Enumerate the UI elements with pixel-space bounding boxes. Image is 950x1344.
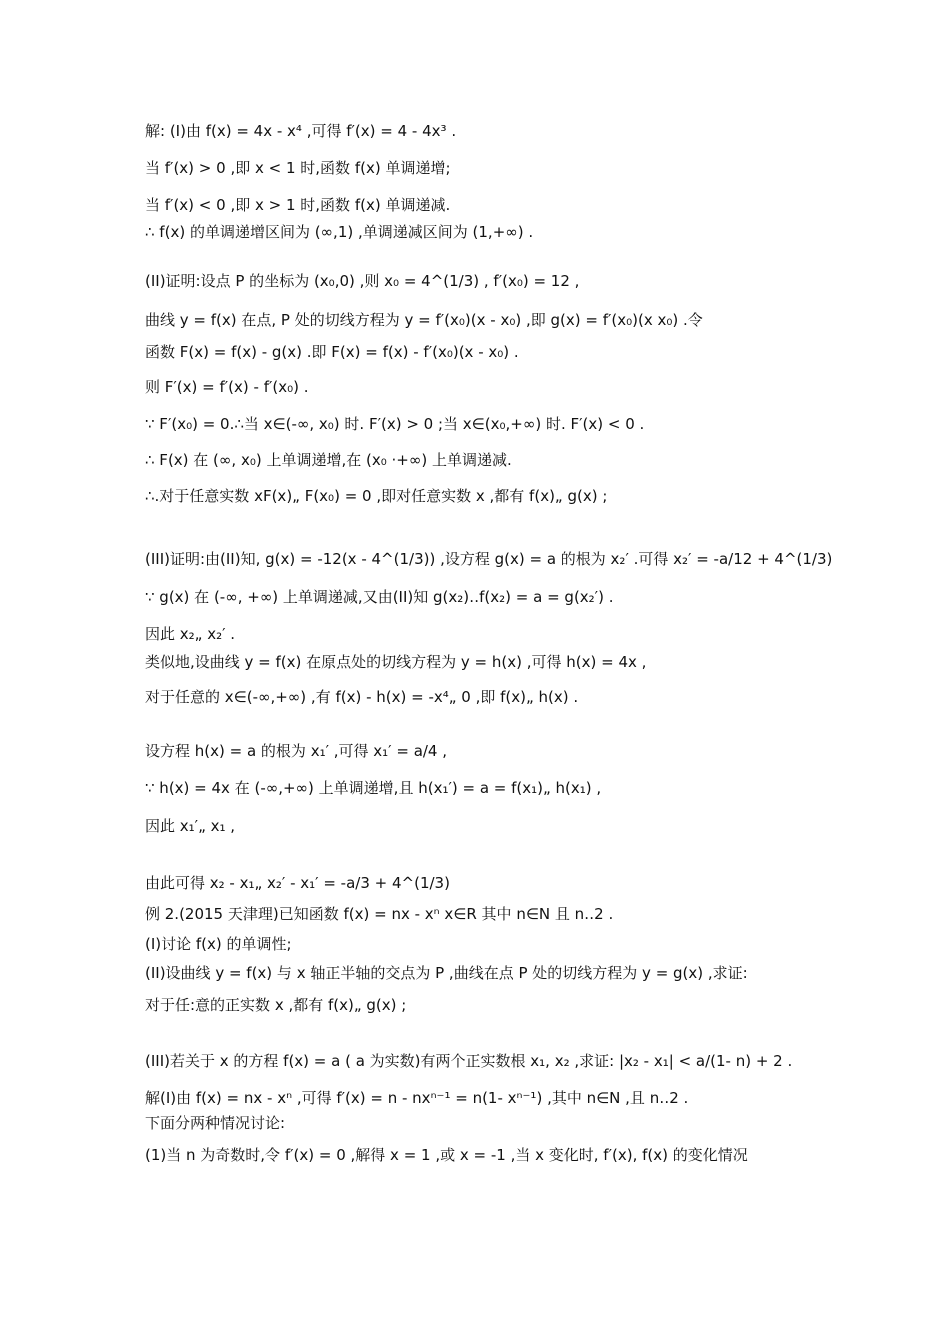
text-line: 则 F′(x) = f′(x) - f′(x₀) . <box>145 378 309 396</box>
text-line: ∵ g(x) 在 (-∞, +∞) 上单调递减,又由(II)知 g(x₂)‥f(x₂) = a = g(x₂′) . <box>145 588 614 606</box>
text-line: 设方程 h(x) = a 的根为 x₁′ ,可得 x₁′ = a/4 , <box>145 742 448 760</box>
text-line: ∴ f(x) 的单调递增区间为 (∞,1) ,单调递减区间为 (1,+∞) . <box>145 223 534 241</box>
text-line: 解(I)由 f(x) = nx - xⁿ ,可得 f′(x) = n - nxⁿ⁻¹ = n(1- xⁿ⁻¹) ,其中 n∈N ,且 n‥2 . <box>145 1089 689 1107</box>
text-line: 类似地,设曲线 y = f(x) 在原点处的切线方程为 y = h(x) ,可得 h(x) = 4x , <box>145 653 647 671</box>
text-line: ∴.对于任意实数 xF(x)„ F(x₀) = 0 ,即对任意实数 x ,都有 f(x)„ g(x) ; <box>145 487 608 505</box>
text-line: ∴ F(x) 在 (∞, x₀) 上单调递增,在 (x₀ ·+∞) 上单调递减. <box>145 451 512 469</box>
text-line: 例 2.(2015 天津理)已知函数 f(x) = nx - xⁿ x∈R 其中 n∈N 且 n‥2 . <box>145 905 614 923</box>
text-line: (II)证明:设点 P 的坐标为 (x₀,0) ,则 x₀ = 4^(1/3) , f′(x₀) = 12 , <box>145 272 580 290</box>
text-line: ∵ h(x) = 4x 在 (-∞,+∞) 上单调递增,且 h(x₁′) = a = f(x₁)„ h(x₁) , <box>145 779 602 797</box>
text-line: 当 f′(x) < 0 ,即 x > 1 时,函数 f(x) 单调递减. <box>145 196 451 214</box>
text-line: (I)讨论 f(x) 的单调性; <box>145 935 292 953</box>
text-line: 解: (I)由 f(x) = 4x - x⁴ ,可得 f′(x) = 4 - 4x³ . <box>145 122 457 140</box>
text-line: 因此 x₁′„ x₁ , <box>145 817 236 835</box>
text-line: 对于任:意的正实数 x ,都有 f(x)„ g(x) ; <box>145 996 407 1014</box>
text-line: 曲线 y = f(x) 在点, P 处的切线方程为 y = f′(x₀)(x - x₀) ,即 g(x) = f′(x₀)(x x₀) .令 <box>145 311 703 329</box>
text-line: (1)当 n 为奇数时,令 f′(x) = 0 ,解得 x = 1 ,或 x = -1 ,当 x 变化时, f′(x), f(x) 的变化情况 <box>145 1146 748 1164</box>
text-line: 由此可得 x₂ - x₁„ x₂′ - x₁′ = -a/3 + 4^(1/3) <box>145 874 450 892</box>
text-line: 下面分两种情况讨论: <box>145 1114 286 1132</box>
text-line: 对于任意的 x∈(-∞,+∞) ,有 f(x) - h(x) = -x⁴„ 0 ,即 f(x)„ h(x) . <box>145 688 579 706</box>
text-line: (III)若关于 x 的方程 f(x) = a ( a 为实数)有两个正实数根 x₁, x₂ ,求证: |x₂ - x₁| < a/(1- n) + 2 . <box>145 1052 793 1070</box>
text-line: ∵ F′(x₀) = 0.∴当 x∈(-∞, x₀) 时. F′(x) > 0 ;当 x∈(x₀,+∞) 时. F′(x) < 0 . <box>145 415 645 433</box>
text-line: (III)证明:由(II)知, g(x) = -12(x - 4^(1/3)) ,设方程 g(x) = a 的根为 x₂′ .可得 x₂′ = -a/12 + 4^(1/3) <box>145 550 833 568</box>
text-line: (II)设曲线 y = f(x) 与 x 轴正半轴的交点为 P ,曲线在点 P 处的切线方程为 y = g(x) ,求证: <box>145 964 748 982</box>
text-line: 函数 F(x) = f(x) - g(x) .即 F(x) = f(x) - f′(x₀)(x - x₀) . <box>145 343 519 361</box>
text-line: 当 f′(x) > 0 ,即 x < 1 时,函数 f(x) 单调递增; <box>145 159 451 177</box>
text-line: 因此 x₂„ x₂′ . <box>145 625 236 643</box>
